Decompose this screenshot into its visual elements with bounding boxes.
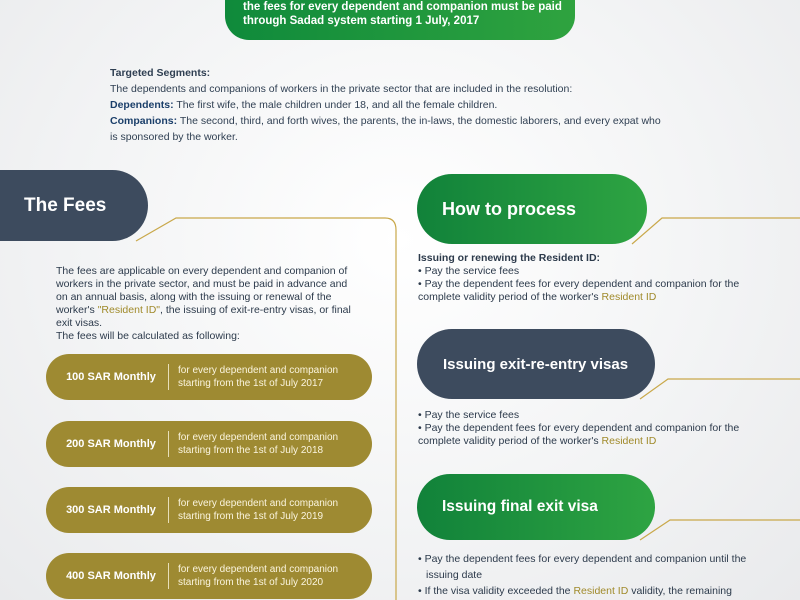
fee-desc-line-2: starting from the 1st of July 2018 bbox=[178, 445, 324, 456]
fees-line-6: The fees will be calculated as following: bbox=[56, 330, 240, 342]
resident-step-2: • Pay the dependent fees for every dependent and companion for the bbox=[418, 278, 740, 290]
fee-desc-line-2: starting from the 1st of July 2020 bbox=[178, 577, 324, 588]
fee-description bbox=[178, 497, 338, 523]
final-step-text-post: validity, the remaining bbox=[628, 585, 732, 597]
fee-description bbox=[178, 431, 338, 457]
resident-id-highlight: Resident ID bbox=[601, 435, 657, 447]
dependents-line bbox=[110, 97, 700, 113]
fee-row bbox=[46, 354, 372, 400]
final-exit-steps bbox=[418, 551, 788, 599]
banner-line-1: the fees for every dependent and companion must be paid bbox=[243, 1, 562, 13]
fee-divider bbox=[168, 497, 169, 523]
fees-line-1: The fees are applicable on every dependent and companion of bbox=[56, 265, 348, 277]
fees-line-3: on an annual basis, along with the issuing or renewal of the bbox=[56, 291, 332, 303]
companions-text: The second, third, and forth wives, the parents, the in-laws, the domestic laborers, and every expat who bbox=[177, 115, 661, 127]
exit-step-1: • Pay the service fees bbox=[418, 409, 520, 421]
final-step-1-cont: issuing date bbox=[426, 569, 483, 581]
exit-reentry-heading: Issuing exit-re-entry visas bbox=[417, 329, 655, 399]
fees-line-4-post: , the issuing of exit-re-entry visas, or final bbox=[160, 304, 351, 316]
fee-amount: 200 SAR Monthly bbox=[66, 438, 156, 450]
fee-amount: 300 SAR Monthly bbox=[66, 504, 156, 516]
fees-description bbox=[56, 265, 376, 343]
fee-desc-line-1: for every dependent and companion bbox=[178, 365, 339, 376]
dependents-label: Dependents: bbox=[110, 99, 174, 111]
fee-amount: 400 SAR Monthly bbox=[66, 570, 156, 582]
fee-row bbox=[46, 487, 372, 533]
resident-step-text: complete validity period of the worker's bbox=[418, 291, 602, 303]
resident-id-steps bbox=[418, 252, 788, 304]
segments-intro: The dependents and companions of workers in the private sector that are included in the resolution: bbox=[110, 83, 573, 95]
fee-row bbox=[46, 421, 372, 467]
resident-step-2-cont bbox=[418, 291, 788, 304]
segments-title: Targeted Segments: bbox=[110, 67, 211, 79]
exit-reentry-steps bbox=[418, 409, 788, 448]
companions-line bbox=[110, 113, 700, 129]
fee-amount: 100 SAR Monthly bbox=[66, 371, 156, 383]
resident-step-1: • Pay the service fees bbox=[418, 265, 520, 277]
exit-step-2-cont bbox=[418, 435, 788, 448]
fee-row bbox=[46, 553, 372, 599]
fees-line-2: workers in the private sector, and must be paid in advance and bbox=[56, 278, 348, 290]
companions-label: Companions: bbox=[110, 115, 178, 127]
fees-line-4 bbox=[56, 304, 376, 317]
final-step-text: • If the visa validity exceeded the bbox=[418, 585, 574, 597]
fee-description bbox=[178, 563, 338, 589]
final-step-2 bbox=[418, 583, 788, 599]
companions-text-2: is sponsored by the worker. bbox=[110, 131, 238, 143]
fee-description bbox=[178, 364, 338, 390]
resident-id-highlight: Resident ID bbox=[573, 585, 629, 597]
dependents-text: The first wife, the male children under 18, and all the female children. bbox=[173, 99, 498, 111]
targeted-segments bbox=[110, 65, 700, 145]
fees-line-5: exit visas. bbox=[56, 317, 103, 329]
fee-desc-line-2: starting from the 1st of July 2019 bbox=[178, 511, 324, 522]
fee-divider bbox=[168, 563, 169, 589]
fees-line-4-pre: worker's bbox=[56, 304, 98, 316]
fee-desc-line-2: starting from the 1st of July 2017 bbox=[178, 378, 324, 389]
fee-divider bbox=[168, 431, 169, 457]
exit-step-text: complete validity period of the worker's bbox=[418, 435, 602, 447]
fee-divider bbox=[168, 364, 169, 390]
resident-id-highlight: "Resident ID" bbox=[97, 304, 161, 316]
fees-heading: The Fees bbox=[0, 170, 148, 241]
fee-desc-line-1: for every dependent and companion bbox=[178, 498, 339, 509]
final-step-1: • Pay the dependent fees for every dependent and companion until the bbox=[418, 553, 747, 565]
resident-steps-title: Issuing or renewing the Resident ID: bbox=[418, 252, 601, 264]
exit-step-2: • Pay the dependent fees for every dependent and companion for the bbox=[418, 422, 740, 434]
banner-line-2: through Sadad system starting 1 July, 2017 bbox=[243, 15, 480, 27]
how-to-process-heading: How to process bbox=[417, 174, 647, 244]
fee-desc-line-1: for every dependent and companion bbox=[178, 564, 339, 575]
fee-desc-line-1: for every dependent and companion bbox=[178, 432, 339, 443]
final-exit-heading: Issuing final exit visa bbox=[417, 474, 655, 540]
resident-id-highlight: Resident ID bbox=[601, 291, 657, 303]
top-banner bbox=[225, 0, 575, 40]
